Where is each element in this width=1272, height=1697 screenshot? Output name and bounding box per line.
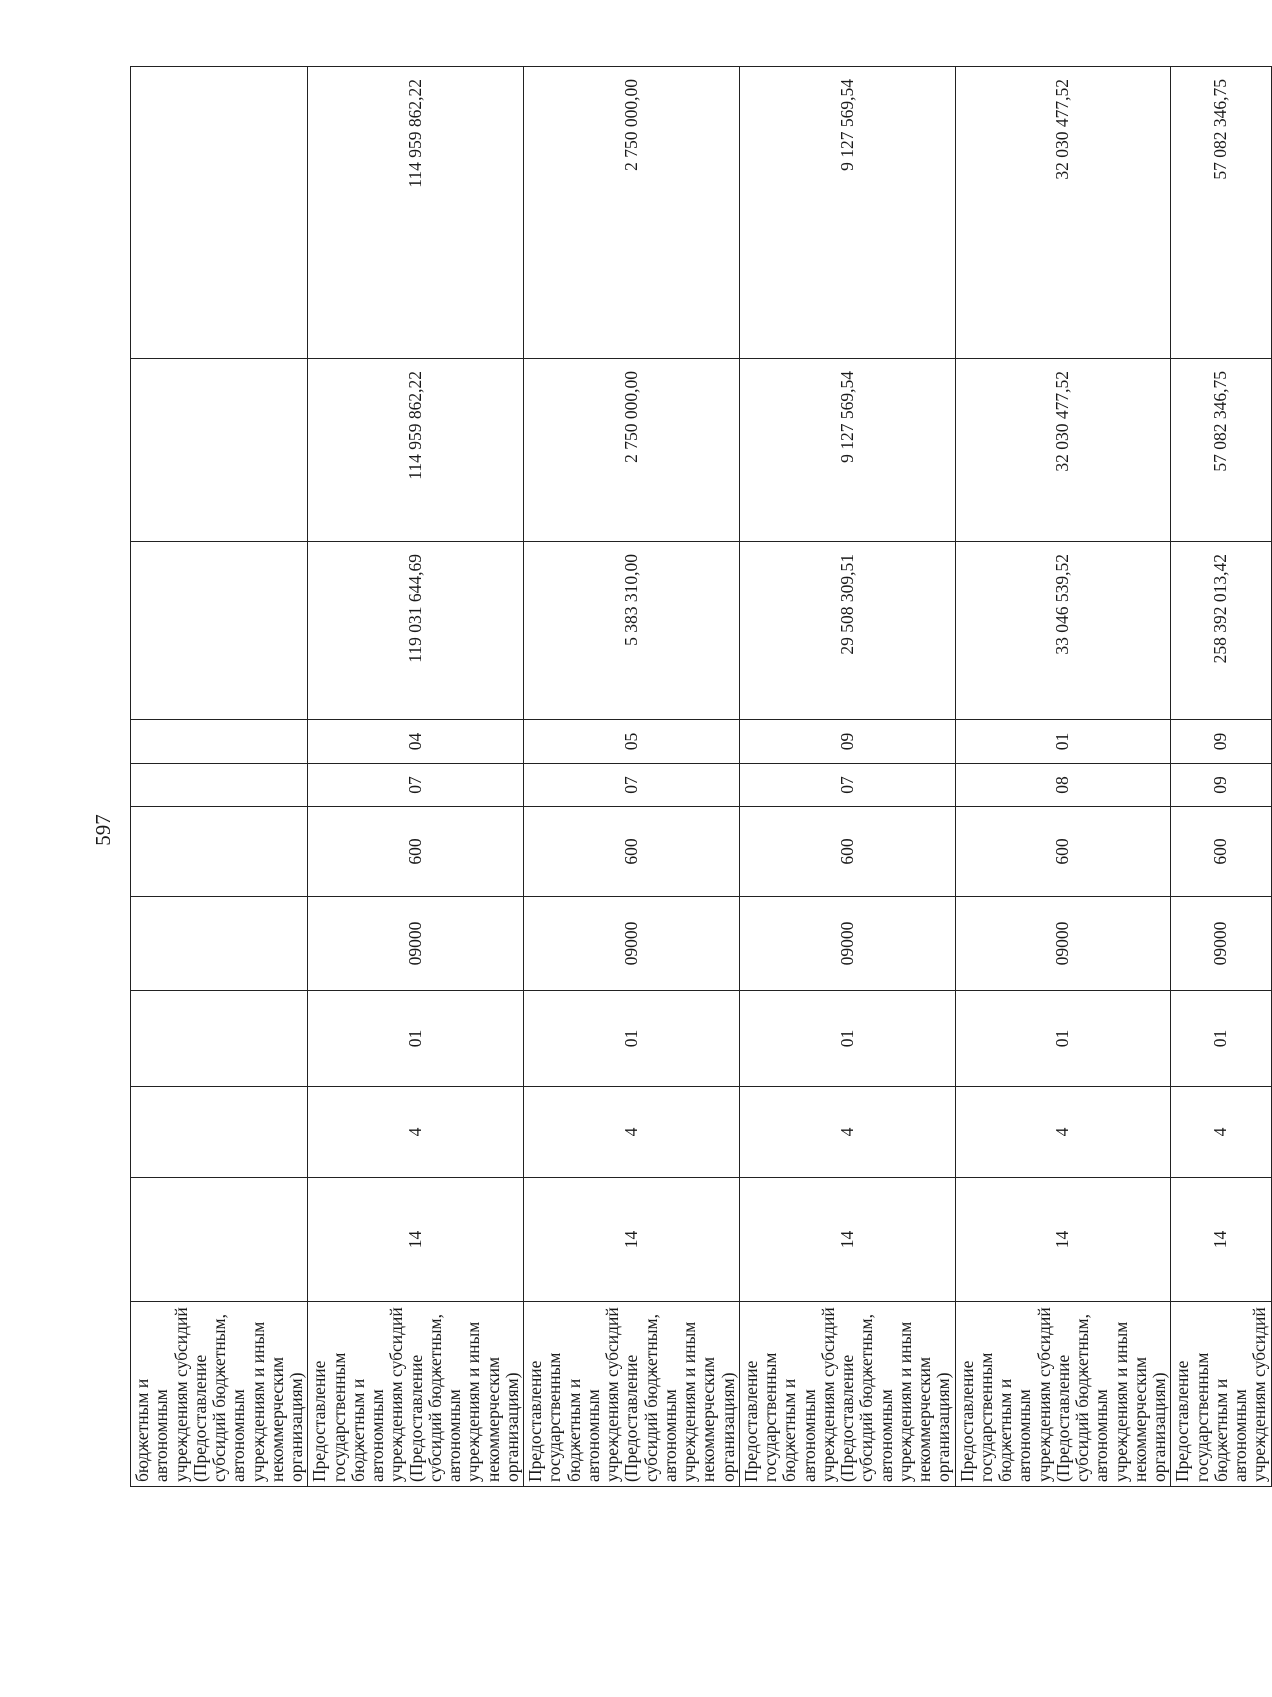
expense-type-cell: 600 (739, 807, 955, 897)
subsection-cell (131, 720, 308, 764)
table-row (131, 67, 308, 1487)
code-cell: 14 (739, 1178, 955, 1302)
amount-cell (131, 67, 308, 359)
amount-cell (131, 542, 308, 720)
section-cell: 07 (524, 764, 740, 807)
program-name-cell: Предоставление государственным бюджетным и автономным учреждениям субсидий (Предоставление субсидий бюджетным, автономным учреждениям и иным некоммерческим организациям) (955, 1302, 1171, 1487)
code-cell (131, 897, 308, 991)
expense-type-cell: 600 (524, 807, 740, 897)
code-cell: 4 (524, 1087, 740, 1178)
code-cell: 09000 (955, 897, 1171, 991)
subsection-cell: 09 (739, 720, 955, 764)
expense-type-cell (131, 807, 308, 897)
code-cell: 14 (524, 1178, 740, 1302)
section-cell (131, 764, 308, 807)
amount-cell: 5 383 310,00 (524, 542, 740, 720)
code-cell (131, 1087, 308, 1178)
amount-cell: 258 392 013,42 (1171, 542, 1271, 720)
amount-cell: 57 082 346,75 (1171, 359, 1271, 542)
expense-type-cell: 600 (1171, 807, 1271, 897)
budget-table (130, 66, 1272, 1487)
amount-cell (131, 359, 308, 542)
code-cell: 4 (739, 1087, 955, 1178)
code-cell: 14 (955, 1178, 1171, 1302)
section-cell: 08 (955, 764, 1171, 807)
code-cell: 4 (955, 1087, 1171, 1178)
code-cell: 09000 (308, 897, 524, 991)
table-row (308, 67, 524, 1487)
section-cell: 07 (308, 764, 524, 807)
page-number: 597 (91, 814, 115, 846)
amount-cell: 29 508 309,51 (739, 542, 955, 720)
amount-cell: 33 046 539,52 (955, 542, 1171, 720)
amount-cell: 114 959 862,22 (308, 359, 524, 542)
expense-type-cell: 600 (955, 807, 1171, 897)
amount-cell: 9 127 569,54 (739, 67, 955, 359)
amount-cell: 57 082 346,75 (1171, 67, 1271, 359)
table-row (524, 67, 740, 1487)
section-cell: 09 (1171, 764, 1271, 807)
amount-cell: 114 959 862,22 (308, 67, 524, 359)
amount-cell: 119 031 644,69 (308, 542, 524, 720)
subsection-cell: 05 (524, 720, 740, 764)
program-name-cell: бюджетным и автономным учреждениям субсидий (Предоставление субсидий бюджетным, автономным учреждениям и иным некоммерческим организациям) (131, 1302, 308, 1487)
amount-cell: 9 127 569,54 (739, 359, 955, 542)
subsection-cell: 09 (1171, 720, 1271, 764)
program-name-cell: Предоставление государственным бюджетным и автономным учреждениям субсидий (Предоставление субсидий бюджетным, автономным учреждениям и иным некоммерческим организациям) (308, 1302, 524, 1487)
code-cell: 01 (1171, 991, 1271, 1087)
code-cell: 01 (524, 991, 740, 1087)
table-row (739, 67, 955, 1487)
amount-cell: 32 030 477,52 (955, 359, 1171, 542)
subsection-cell: 01 (955, 720, 1171, 764)
code-cell: 14 (1171, 1178, 1271, 1302)
amount-cell: 32 030 477,52 (955, 67, 1171, 359)
code-cell: 09000 (524, 897, 740, 991)
code-cell (131, 991, 308, 1087)
code-cell: 09000 (739, 897, 955, 991)
table-row (1171, 67, 1271, 1487)
code-cell (131, 1178, 308, 1302)
rotated-table-frame (130, 67, 1270, 1487)
amount-cell: 2 750 000,00 (524, 67, 740, 359)
expense-type-cell: 600 (308, 807, 524, 897)
code-cell: 09000 (1171, 897, 1271, 991)
program-name-cell: Предоставление государственным бюджетным и автономным учреждениям субсидий (1171, 1302, 1271, 1487)
code-cell: 4 (308, 1087, 524, 1178)
program-name-cell: Предоставление государственным бюджетным и автономным учреждениям субсидий (Предоставление субсидий бюджетным, автономным учреждениям и иным некоммерческим организациям) (739, 1302, 955, 1487)
subsection-cell: 04 (308, 720, 524, 764)
table-row (955, 67, 1171, 1487)
code-cell: 01 (308, 991, 524, 1087)
section-cell: 07 (739, 764, 955, 807)
code-cell: 14 (308, 1178, 524, 1302)
amount-cell: 2 750 000,00 (524, 359, 740, 542)
code-cell: 01 (739, 991, 955, 1087)
code-cell: 01 (955, 991, 1171, 1087)
program-name-cell: Предоставление государственным бюджетным и автономным учреждениям субсидий (Предоставление субсидий бюджетным, автономным учреждениям и иным некоммерческим организациям) (524, 1302, 740, 1487)
code-cell: 4 (1171, 1087, 1271, 1178)
